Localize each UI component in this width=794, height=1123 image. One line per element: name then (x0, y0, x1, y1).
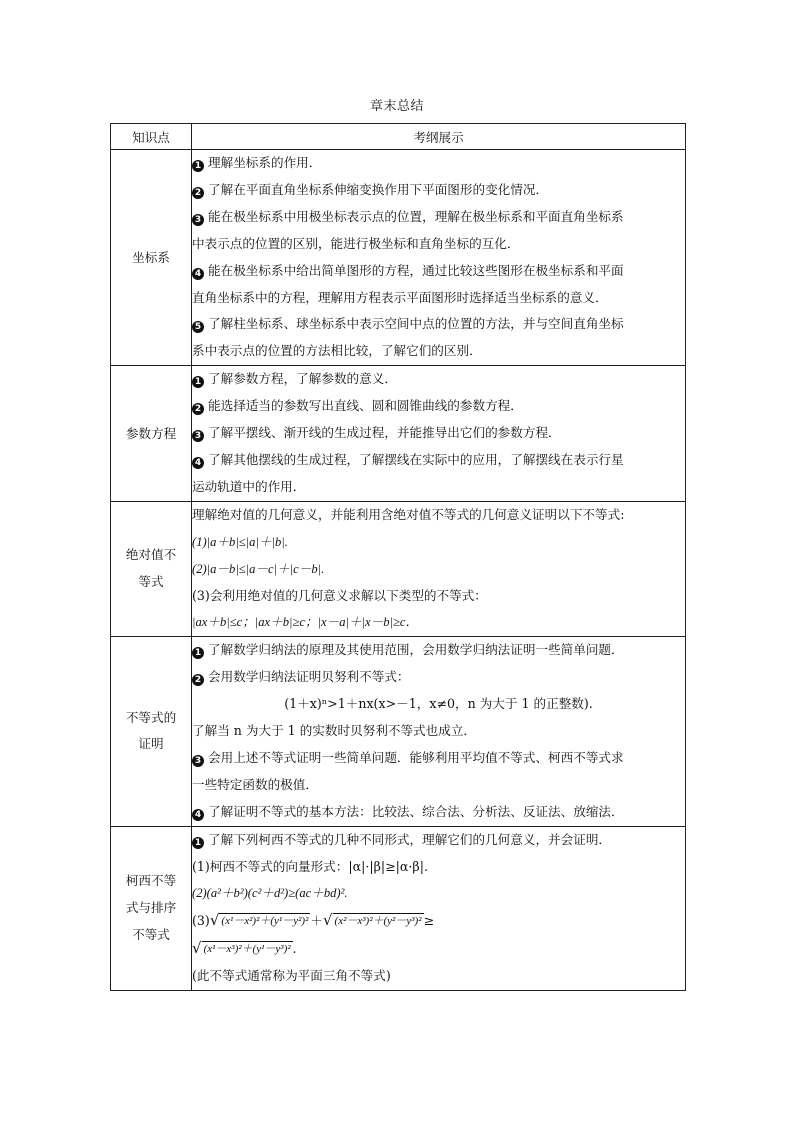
table-row (111, 150, 686, 366)
content-line: 2 会用数学归纳法证明贝努利不等式： (192, 664, 685, 691)
content-cell (192, 501, 686, 637)
content-line: |ax＋b|≤c；|ax＋b|≥c；|x－a|＋|x－b|≥c． (192, 615, 419, 630)
content-cell (192, 826, 686, 990)
content-line: (1)柯西不等式的向量形式：|α|·|β|≥|α·β|. (192, 858, 428, 874)
table-row (111, 366, 686, 502)
topic-cell (111, 826, 192, 990)
circled-number-icon: 4 (192, 809, 204, 821)
content-line: 5 了解柱坐标系、球坐标系中表示空间中点的位置的方法，并与空间直角坐标 (192, 311, 685, 338)
topic-cell: 坐标系 (111, 150, 192, 366)
circled-number-icon: 5 (192, 321, 204, 333)
content-line: (1)|a＋b|≤|a|＋|b|. (192, 534, 288, 549)
circled-number-icon: 1 (192, 647, 204, 659)
topic-line: 柯西不等 (125, 873, 177, 889)
topic-cell (111, 501, 192, 637)
circled-number-icon: 2 (192, 187, 204, 199)
sqrt-icon: √ (192, 939, 202, 958)
topic-cell (111, 637, 192, 826)
radicand: (x¹－x²)²＋(y¹－y²)² (221, 915, 309, 928)
triangle-inequality-line2 (192, 935, 685, 963)
table-header-row (111, 124, 686, 150)
circled-number-icon: 1 (192, 376, 204, 388)
content-line: 4 能在极坐标系中给出简单图形的方程，通过比较这些图形在极坐标系和平面 (192, 258, 685, 285)
plus-sign: ＋ (310, 913, 323, 929)
table-row (111, 501, 686, 637)
sqrt-icon: √ (209, 911, 220, 930)
circled-number-icon: 1 (192, 160, 204, 172)
content-cell (192, 150, 686, 366)
topic-line: 绝对值不 (125, 547, 177, 563)
header-syllabus: 考纲展示 (192, 124, 686, 150)
content-line: 3 会用上述不等式证明一些简单问题．能够利用平均值不等式、柯西不等式求 (192, 745, 685, 772)
circled-number-icon: 3 (192, 214, 204, 226)
circled-number-icon: 1 (192, 837, 204, 849)
content-line: (2)|a－b|≤|a－c|＋|c－b|. (192, 561, 325, 576)
content-line: 了解当 n 为大于 1 的实数时贝努利不等式也成立． (192, 723, 477, 739)
content-line: (此不等式通常称为平面三角不等式) (192, 968, 391, 984)
topic-cell: 参数方程 (111, 366, 192, 502)
circled-number-icon: 3 (192, 430, 204, 442)
content-line: 2 能选择适当的参数写出直线、圆和圆锥曲线的参数方程． (192, 393, 685, 420)
content-line: (2)(a²＋b²)(c²＋d²)≥(ac＋bd)². (192, 886, 348, 901)
radicand: (x²－x³)²＋(y²－y³)² (334, 915, 422, 928)
topic-line: 等式 (138, 574, 164, 590)
circled-number-icon: 4 (192, 268, 204, 280)
content-line: 2 了解在平面直角坐标系伸缩变换作用下平面图形的变化情况． (192, 177, 685, 204)
table-row (111, 637, 686, 826)
syllabus-table (110, 123, 686, 991)
content-line: 4 了解其他摆线的生成过程，了解摆线在实际中的应用，了解摆线在表示行星 (192, 447, 685, 474)
table-row (111, 826, 686, 990)
circled-number-icon: 2 (192, 403, 204, 415)
bernoulli-inequality: (1＋x)ⁿ>1＋nx(x>－1，x≠0，n 为大于 1 的正整数). (284, 696, 593, 712)
content-line: 1 了解下列柯西不等式的几种不同形式，理解它们的几何意义，并会证明． (192, 827, 685, 854)
content-line: 系中表示点的位置的方法相比较，了解它们的区别． (192, 343, 482, 359)
content-cell (192, 366, 686, 502)
content-cell (192, 637, 686, 826)
page-title: 章末总结 (369, 99, 424, 114)
content-line: 中表示点的位置的区别，能进行极坐标和直角坐标的互化． (192, 235, 520, 251)
topic-line: 式与排序 (125, 899, 177, 915)
triangle-inequality-line1 (192, 907, 685, 935)
content-line: 一些特定函数的极值． (192, 776, 318, 792)
radicand: (x¹－x³)²＋(y¹－y³)² (203, 943, 291, 956)
circled-number-icon: 2 (192, 674, 204, 686)
content-line: 1 了解数学归纳法的原理及其使用范围，会用数学归纳法证明一些简单问题． (192, 637, 685, 664)
content-line: 4 了解证明不等式的基本方法：比较法、综合法、分析法、反证法、放缩法． (192, 799, 685, 826)
circled-number-icon: 4 (192, 457, 204, 469)
content-line: (3)会利用绝对值的几何意义求解以下类型的不等式： (192, 587, 487, 603)
content-line: 理解绝对值的几何意义，并能利用含绝对值不等式的几何意义证明以下不等式: (192, 506, 625, 522)
period: . (292, 941, 297, 957)
sqrt-icon: √ (322, 911, 333, 930)
content-line: 3 能在极坐标系中用极坐标表示点的位置，理解在极坐标系和平面直角坐标系 (192, 204, 685, 231)
header-knowledge-point: 知识点 (111, 124, 192, 150)
ge-sign: ≥ (423, 913, 435, 929)
topic-line: 不等式 (132, 926, 170, 942)
circled-number-icon: 3 (192, 755, 204, 767)
content-line: 1 了解参数方程，了解参数的意义． (192, 366, 685, 393)
topic-line: 证明 (138, 736, 164, 752)
content-line: 3 了解平摆线、渐开线的生成过程，并能推导出它们的参数方程． (192, 420, 685, 447)
content-line: 运动轨道中的作用． (192, 478, 306, 494)
topic-line: 不等式的 (125, 709, 177, 725)
content-line: 1 理解坐标系的作用． (192, 150, 685, 177)
content-line: 直角坐标系中的方程，理解用方程表示平面图形时选择适当坐标系的意义． (192, 289, 608, 305)
item-number: (3) (192, 913, 210, 929)
